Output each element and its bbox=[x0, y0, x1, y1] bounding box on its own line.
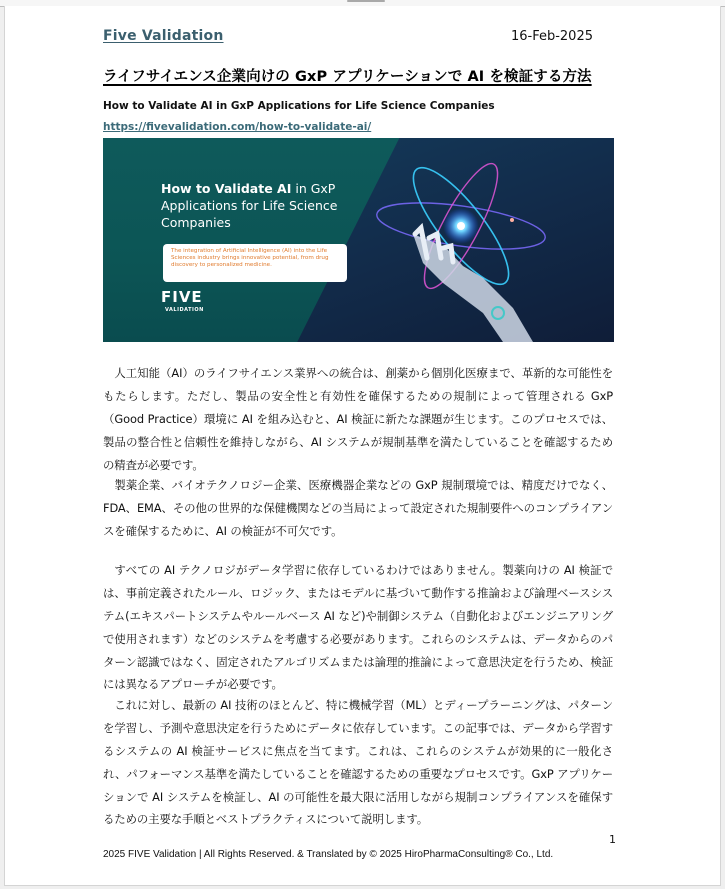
scroll-handle[interactable] bbox=[347, 0, 385, 2]
page-footer: 2025 FIVE Validation | All Rights Reserved. & Translated by © 2025 HiroPharmaConsulting® Co., Ltd. bbox=[103, 849, 554, 860]
hero-image bbox=[103, 138, 614, 342]
brand-link[interactable]: Five Validation bbox=[103, 28, 224, 44]
paragraph-4: これに対し、最新の AI 技術のほとんど、特に機械学習（ML）とディープラーニングは、パターンを学習し、予測や意思決定を行うためにデータに依存しています。この記事では、データから学習するシステムの AI 検証サービスに焦点を当てます。これは、これらのシステムが効果的に一般化され、パフォーマンス基準を満たしていることを確認するための重要なプロセスです。GxP アプリケーションで AI システムを検証し、AI の可能性を最大限に活用しながら規制コンプライアンスを確保するための主要な手順とベストプラクティスについて説明します。 bbox=[103, 698, 613, 827]
page-number: 1 bbox=[609, 833, 616, 846]
paragraph-2: 製薬企業、バイオテクノロジー企業、医療機器企業などの GxP 規制環境では、精度だけでなく、FDA、EMA、その他の世界的な保健機関などの当局によって設定された規制要件へのコンプライアンスを確保するために、AI の検証が不可欠です。 bbox=[103, 478, 613, 538]
five-logo-subtitle: VALIDATION bbox=[165, 307, 204, 313]
publish-date: 16-Feb-2025 bbox=[510, 29, 593, 44]
page-title-en: How to Validate AI in GxP Applications for Life Science Companies bbox=[103, 100, 495, 112]
page-header bbox=[103, 28, 593, 48]
paragraph-3: すべての AI テクノロジがデータ学習に依存しているわけではありません。製薬向けの AI 検証では、事前定義されたルール、ロジック、またはモデルに基づいて動作する推論および論理ベースシステム(エキスパートシステムやルールベース AI など)や制御システム（自動化およびエンジニアリングで使用されます）などのシステムを考慮する必要があります。これらのシステムは、データからのパターン認識ではなく、固定されたアルゴリズムまたは論理的推論によって意思決定を行うため、検証には異なるアプローチが必要です。 bbox=[103, 563, 613, 692]
paragraph-1: 人工知能（AI）のライフサイエンス業界への統合は、創薬から個別化医療まで、革新的な可能性をもたらします。ただし、製品の安全性と有効性を確保するための規制によって管理される GxP（Good Practice）環境に AI を組み込むと、AI 検証に新たな課題が生じます。このプロセスでは、製品の整合性と信頼性を維持しながら、AI システムが規制基準を満たしていることを確認するための精査が必要です。 bbox=[103, 366, 613, 472]
page-title-jp: ライフサイエンス企業向けの GxP アプリケーションで AI を検証する方法 bbox=[103, 69, 592, 85]
five-logo: FIVE bbox=[161, 288, 203, 306]
hero-heading: How to Validate AI in GxP Applications for Life Science Companies bbox=[161, 181, 338, 230]
hero-callout: The integration of Artificial Intelligence (AI) into the Life Sciences industry brings innovative potential, from drug discovery to personalized medicine. bbox=[163, 244, 347, 282]
source-url-link[interactable]: https://fivevalidation.com/how-to-validate-ai/ bbox=[103, 121, 372, 133]
